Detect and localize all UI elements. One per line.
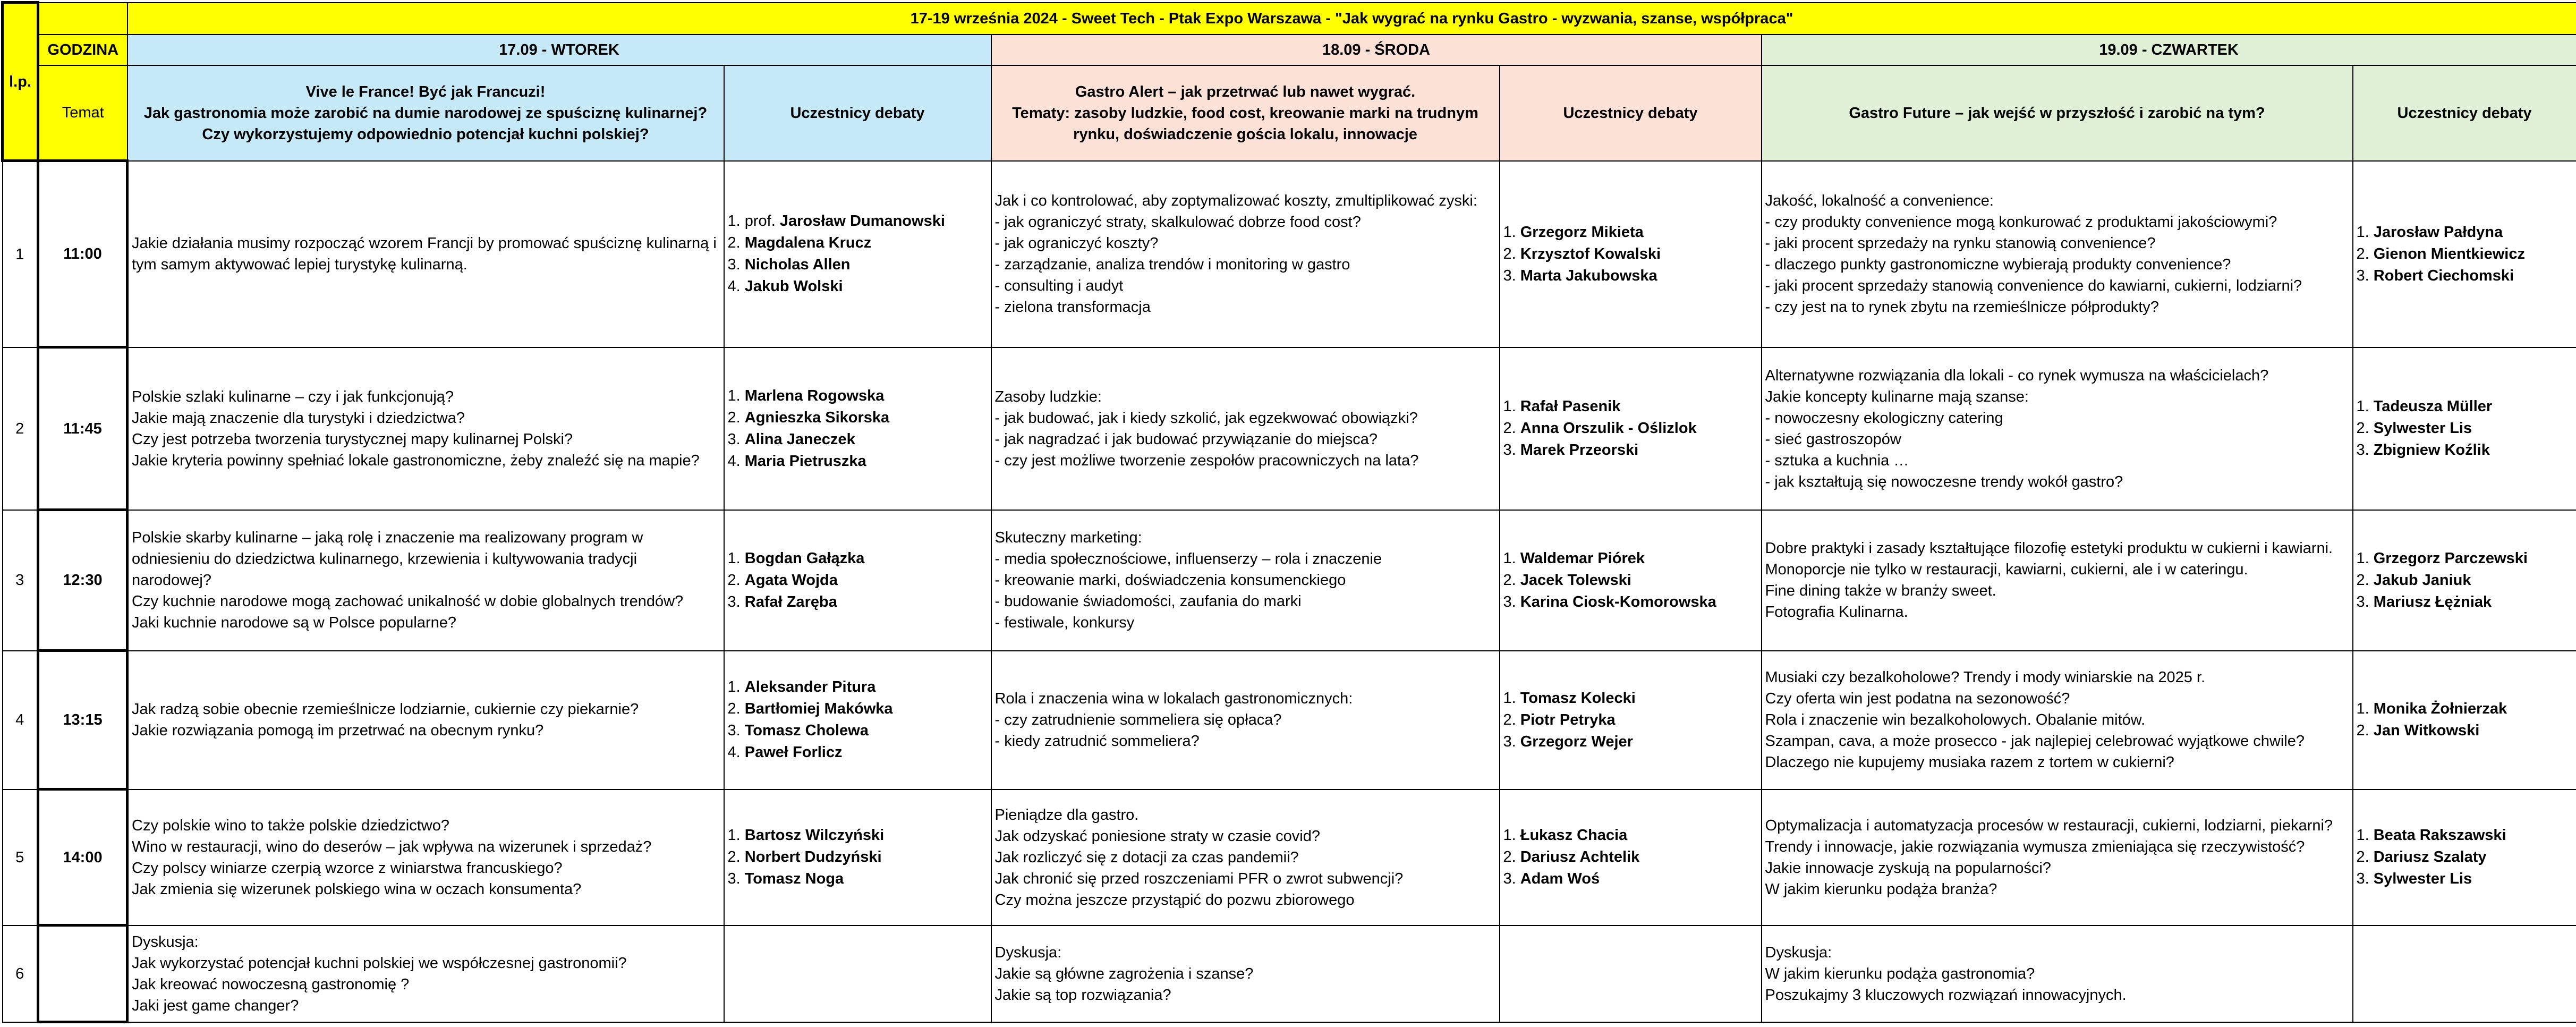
participant-number: 3. [728,593,745,610]
participant-number: 3. [728,722,745,739]
participant [2357,396,2573,418]
participant-name: Waldemar Piórek [1520,550,1645,567]
participant [1503,396,1758,418]
participant-number: 4. [728,744,745,761]
participant-number: 2. [1503,245,1520,262]
participant-number: 3. [2357,442,2374,459]
participants-day-3 [2353,651,2576,790]
participant-name: Zbigniew Koźlik [2374,442,2490,459]
participant [2357,570,2573,591]
participant-number: 3. [728,870,745,887]
participant [1503,418,1758,439]
day-header-3: 19.09 - CZWARTEK [1762,35,2576,65]
participant [2357,548,2573,570]
participant-number: 3. [2357,593,2374,610]
participant-number: 3. [1503,267,1520,284]
participant [728,720,988,742]
participant-number: 1. [2357,398,2374,415]
participant-name: Rafał Zaręba [745,593,837,610]
participant-number: 2. [2357,420,2374,437]
participant [728,254,988,276]
participant [1503,548,1758,570]
day-header-1: 17.09 - WTOREK [127,35,991,65]
participant-number: 1. [2357,827,2374,844]
participant-name: Monika Żołnierzak [2374,700,2507,717]
participant-name: Grzegorz Mikieta [1520,224,1644,241]
participant-name: Tadeusza Müller [2374,398,2492,415]
participant-name: Sylwester Lis [2374,420,2472,437]
row-time: 14:00 [38,790,127,926]
participant-name: Mariusz Łężniak [2374,593,2492,610]
participant [728,429,988,451]
topic-day-2: Gastro Alert – jak przetrwać lub nawet wygrać. Tematy: zasoby ludzkie, food cost, kreowanie marki na trudnym rynku, doświadczenie gościa lokalu, innowacje [991,65,1500,161]
participant-number: 2. [1503,420,1520,437]
participants-day-3 [2353,926,2576,1022]
participants-day-2 [1500,926,1762,1022]
participant-name: Bartłomiej Makówka [745,700,893,717]
participant-number: 2. [1503,572,1520,589]
participant [1503,222,1758,243]
participant [728,385,988,407]
participant [2357,265,2573,287]
participant-name: Krzysztof Kowalski [1520,245,1661,262]
participant-number: 1. [1503,550,1520,567]
lp-header: l.p. [3,3,38,161]
participant-name: Jarosław Dumanowski [780,213,945,230]
participant-name: Grzegorz Parczewski [2374,550,2528,567]
schedule-table [1,1,2576,1023]
participant [728,232,988,254]
row-number: 1 [3,161,38,347]
participant-name: Bogdan Gałązka [745,550,865,567]
participant-number: 2. [728,572,745,589]
participant-number: 4. [728,453,745,470]
row-number: 5 [3,790,38,926]
corner-cell [38,3,127,35]
debate-questions-day-1: Jak radzą sobie obecnie rzemieślnicze lodziarnie, cukiernie czy piekarnie? Jakie rozwiązania pomogą im przetrwać na obecnym rynku? [127,651,724,790]
participant-number: 1. [1503,398,1520,415]
participants-day-3 [2353,510,2576,651]
participant-number: 2. [2357,848,2374,865]
debate-questions-day-1: Dyskusja: Jak wykorzystać potencjał kuchni polskiej we współczesnej gastronomii? Jak kreować nowoczesną gastronomię ? Jaki jest game changer? [127,926,724,1022]
participant-number: 4. [728,278,745,295]
participants-day-3 [2353,790,2576,926]
participant-name: Adam Woś [1520,870,1600,887]
participant [728,868,988,890]
participant-name: Norbert Dudzyński [745,848,882,865]
participant [1503,709,1758,731]
participant-number: 2. [2357,722,2374,739]
participant [1503,688,1758,709]
participants-day-1 [724,510,991,651]
participants-day-1 [724,651,991,790]
topic-day-3: Gastro Future – jak wejść w przyszłość i zarobić na tym? [1762,65,2353,161]
participant-name: Bartosz Wilczyński [745,827,884,844]
participant-name: Agnieszka Sikorska [745,409,889,426]
debate-questions-day-3: Musiaki czy bezalkoholowe? Trendy i mody winiarskie na 2025 r. Czy oferta win jest podatna na sezonowość? Rola i znaczenie win bezalkoholowych. Obalanie mitów. Szampan, cava, a może prosecco - jak najlepiej celebrować wyjątkowe chwile? Dlaczego nie kupujemy musiaka razem z tortem w cukierni? [1762,651,2353,790]
participant-name: Beata Rakszawski [2374,827,2506,844]
debate-questions-day-3: Alternatywne rozwiązania dla lokali - co rynek wymusza na właścicielach? Jakie koncepty kulinarne mają szanse: - nowoczesny ekologiczny catering - sieć gastroszopów - sztuka a kuchnia … - jak kształtują się nowoczesne trendy wokół gastro? [1762,347,2353,510]
participant-name: Łukasz Chacia [1520,827,1627,844]
participant-name: Jakub Wolski [745,278,843,295]
participant-number: 3. [1503,442,1520,459]
row-number: 6 [3,926,38,1022]
schedule-row [3,926,2576,1022]
participant [1503,243,1758,265]
godzina-header: GODZINA [38,35,127,65]
participant [1503,846,1758,868]
participants-day-2 [1500,161,1762,347]
schedule-row [3,790,2576,926]
participant-name: Tomasz Cholewa [745,722,869,739]
participant-number: 1. [1503,690,1520,707]
participants-header-2: Uczestnicy debaty [1500,65,1762,161]
participant-number: 1. [2357,700,2374,717]
participant-number: 3. [728,431,745,448]
participant-number: 3. [2357,870,2374,887]
debate-questions-day-2: Jak i co kontrolować, aby zoptymalizować koszty, zmultiplikować zyski: - jak ograniczyć straty, skalkulować dobrze food cost? - jak ograniczyć koszty? - zarządzanie, analiza trendów i monitoring w gastro - consulting i audyt - zielona transformacja [991,161,1500,347]
participants-day-1 [724,790,991,926]
day-header-2: 18.09 - ŚRODA [991,35,1762,65]
participant-name: Dariusz Szalaty [2374,848,2487,865]
participants-day-2 [1500,790,1762,926]
participants-day-2 [1500,651,1762,790]
participant-number: 1. [728,550,745,567]
debate-questions-day-3: Dyskusja: W jakim kierunku podąża gastronomia? Poszukajmy 3 kluczowych rozwiązań innowacyjnych. [1762,926,2353,1022]
participant-number: 2. [728,700,745,717]
participant-name: Anna Orszulik - Oślizlok [1520,420,1697,437]
participant [2357,698,2573,720]
participant-name: Tomasz Noga [745,870,844,887]
participants-header-3: Uczestnicy debaty [2353,65,2576,161]
participant [1503,439,1758,461]
participant-name: Marlena Rogowska [745,387,885,404]
participant [728,276,988,298]
participant-name: Sylwester Lis [2374,870,2472,887]
row-number: 4 [3,651,38,790]
participant-name: Jakub Janiuk [2374,572,2471,589]
schedule-row [3,510,2576,651]
participant-name: Aleksander Pitura [745,678,876,695]
topic-day-1: Vive le France! Być jak Francuzi! Jak gastronomia może zarobić na dumie narodowej ze spuściznę kulinarnej? Czy wykorzystujemy odpowiednio potencjał kuchni polskiej? [127,65,724,161]
participant-name: Paweł Forlicz [745,744,843,761]
participant [2357,418,2573,439]
participant [728,210,988,232]
participant-number: 3. [728,256,745,273]
participant-name: Gienon Mientkiewicz [2374,245,2525,262]
participant [2357,439,2573,461]
participant-number: 2. [1503,711,1520,728]
participant-name: Rafał Pasenik [1520,398,1621,415]
participant-number: 3. [2357,267,2374,284]
participants-day-2 [1500,347,1762,510]
participant-name: Nicholas Allen [745,256,851,273]
participant-number: 1. [1503,827,1520,844]
participant [728,570,988,591]
participants-day-3 [2353,347,2576,510]
participant [1503,825,1758,846]
participant-number: 1. [2357,224,2374,241]
row-number: 2 [3,347,38,510]
participant-number: 3. [1503,870,1520,887]
participant [1503,265,1758,287]
participants-header-1: Uczestnicy debaty [724,65,991,161]
debate-questions-day-3: Optymalizacja i automatyzacja procesów w restauracji, cukierni, lodziarni, piekarni? Trendy i innowacje, jakie rozwiązania wymusza zmieniająca się rzeczywistość? Jakie innowacje zyskują na popularności? W jakim kierunku podąża branża? [1762,790,2353,926]
participant-name: Jacek Tolewski [1520,572,1631,589]
participant [2357,720,2573,742]
debate-questions-day-2: Rola i znaczenia wina w lokalach gastronomicznych: - czy zatrudnienie sommeliera się opłaca? - kiedy zatrudnić sommeliera? [991,651,1500,790]
debate-questions-day-1: Polskie skarby kulinarne – jaką rolę i znaczenie ma realizowany program w odniesieniu do dziedzictwa kulinarnego, krzewienia i kultywowania tradycji narodowej? Czy kuchnie narodowe mogą zachować unikalność w dobie globalnych trendów? Jaki kuchnie narodowe są w Polsce popularne? [127,510,724,651]
participant-number: 2. [728,234,745,251]
participant-name: Marek Przeorski [1520,442,1638,459]
participant [1503,570,1758,591]
participant-number: 3. [1503,733,1520,750]
participants-day-1 [724,347,991,510]
participant-name: Tomasz Kolecki [1520,690,1636,707]
participant-number: 2. [728,409,745,426]
participant [1503,591,1758,613]
participant [728,742,988,763]
participant-name: Jan Witkowski [2374,722,2480,739]
participant [728,591,988,613]
participant [728,407,988,429]
participant-number: 1. [2357,550,2374,567]
participant [1503,731,1758,753]
row-time: 11:00 [38,161,127,347]
participant [2357,222,2573,243]
participant [728,698,988,720]
participant-name: Marta Jakubowska [1520,267,1657,284]
debate-questions-day-1: Jakie działania musimy rozpocząć wzorem Francji by promować spuściznę kulinarną i tym samym aktywować lepiej turystykę kulinarną. [127,161,724,347]
participant [2357,825,2573,846]
participants-day-2 [1500,510,1762,651]
participant-number: 1. [728,678,745,695]
participants-day-1 [724,926,991,1022]
participant [2357,846,2573,868]
row-time [38,926,127,1022]
participant [728,846,988,868]
participant-number: 2. [2357,245,2374,262]
participant [1503,868,1758,890]
participant [728,676,988,698]
participant-name: Dariusz Achtelik [1520,848,1640,865]
debate-questions-day-2: Skuteczny marketing: - media społecznościowe, influenserzy – rola i znaczenie - kreowanie marki, doświadczenia konsumenckiego - budowanie świadomości, zaufania do marki - festiwale, konkursy [991,510,1500,651]
participant-name: Jarosław Pałdyna [2374,224,2503,241]
debate-questions-day-3: Jakość, lokalność a convenience: - czy produkty convenience mogą konkurować z produktami jakościowymi? - jaki procent sprzedaży na rynku stanowią convenience? - dlaczego punkty gastronomiczne wybierają produkty convenience? - jaki procent sprzedaży stanowią convenience do kawiarni, cukierni, lodziarni? - czy jest na to rynek zbytu na rzemieślnicze półprodukty? [1762,161,2353,347]
participant-number: 2. [2357,572,2374,589]
participant-name: Agata Wojda [745,572,838,589]
participant-name: Grzegorz Wejer [1520,733,1633,750]
participant [2357,243,2573,265]
debate-questions-day-1: Czy polskie wino to także polskie dziedzictwo? Wino w restauracji, wino do deserów – jak wpływa na wizerunek i sprzedaż? Czy polscy winiarze czerpią wzorce z winiarstwa francuskiego? Jak zmienia się wizerunek polskiego wina w oczach konsumenta? [127,790,724,926]
schedule-row [3,651,2576,790]
participant [728,451,988,472]
schedule-row [3,347,2576,510]
participant-name: Karina Ciosk-Komorowska [1520,593,1716,610]
participant-name: Robert Ciechomski [2374,267,2514,284]
debate-questions-day-2: Pieniądze dla gastro. Jak odzyskać poniesione straty w czasie covid? Jak rozliczyć się z dotacji za czas pandemii? Jak chronić się przed roszczeniami PFR o zwrot subwencji? Czy można jeszcze przystąpić do pozwu zbiorowego [991,790,1500,926]
row-time: 12:30 [38,510,127,651]
participants-day-1 [724,161,991,347]
participant-number: 3. [1503,593,1520,610]
debate-questions-day-2: Zasoby ludzkie: - jak budować, jak i kiedy szkolić, jak egzekwować obowiązki? - jak nagradzać i jak budować przywiązanie do miejsca? - czy jest możliwe tworzenie zespołów pracowniczych na lata? [991,347,1500,510]
participant [2357,868,2573,890]
participant-number: 2. [1503,848,1520,865]
participant-name: Alina Janeczek [745,431,855,448]
participant-name: Magdalena Krucz [745,234,872,251]
participant-name: Maria Pietruszka [745,453,866,470]
row-time: 11:45 [38,347,127,510]
participant [728,825,988,846]
event-title: 17-19 września 2024 - Sweet Tech - Ptak Expo Warszawa - "Jak wygrać na rynku Gastro - wyzwania, szanse, współpraca" [127,3,2576,35]
participant-number: 1. [728,387,745,404]
participant [2357,591,2573,613]
row-number: 3 [3,510,38,651]
participant-name: Piotr Petryka [1520,711,1616,728]
participant-number: 1. [728,827,745,844]
debate-questions-day-2: Dyskusja: Jakie są główne zagrożenia i szanse? Jakie są top rozwiązania? [991,926,1500,1022]
temat-header: Temat [38,65,127,161]
participant [728,548,988,570]
participants-day-3 [2353,161,2576,347]
debate-questions-day-3: Dobre praktyki i zasady kształtujące filozofię estetyki produktu w cukierni i kawiarni. Monoporcje nie tylko w restauracji, kawiarni, cukierni, ale i w cateringu. Fine dining także w branży sweet. Fotografia Kulinarna. [1762,510,2353,651]
debate-questions-day-1: Polskie szlaki kulinarne – czy i jak funkcjonują? Jakie mają znaczenie dla turystyki i dziedzictwa? Czy jest potrzeba tworzenia turystycznej mapy kulinarnej Polski? Jakie kryteria powinny spełniać lokale gastronomiczne, żeby znaleźć się na mapie? [127,347,724,510]
row-time: 13:15 [38,651,127,790]
schedule-row [3,161,2576,347]
participant-number: 1. [1503,224,1520,241]
participant-number: 2. [728,848,745,865]
participant-number: 1. prof. [728,213,780,230]
